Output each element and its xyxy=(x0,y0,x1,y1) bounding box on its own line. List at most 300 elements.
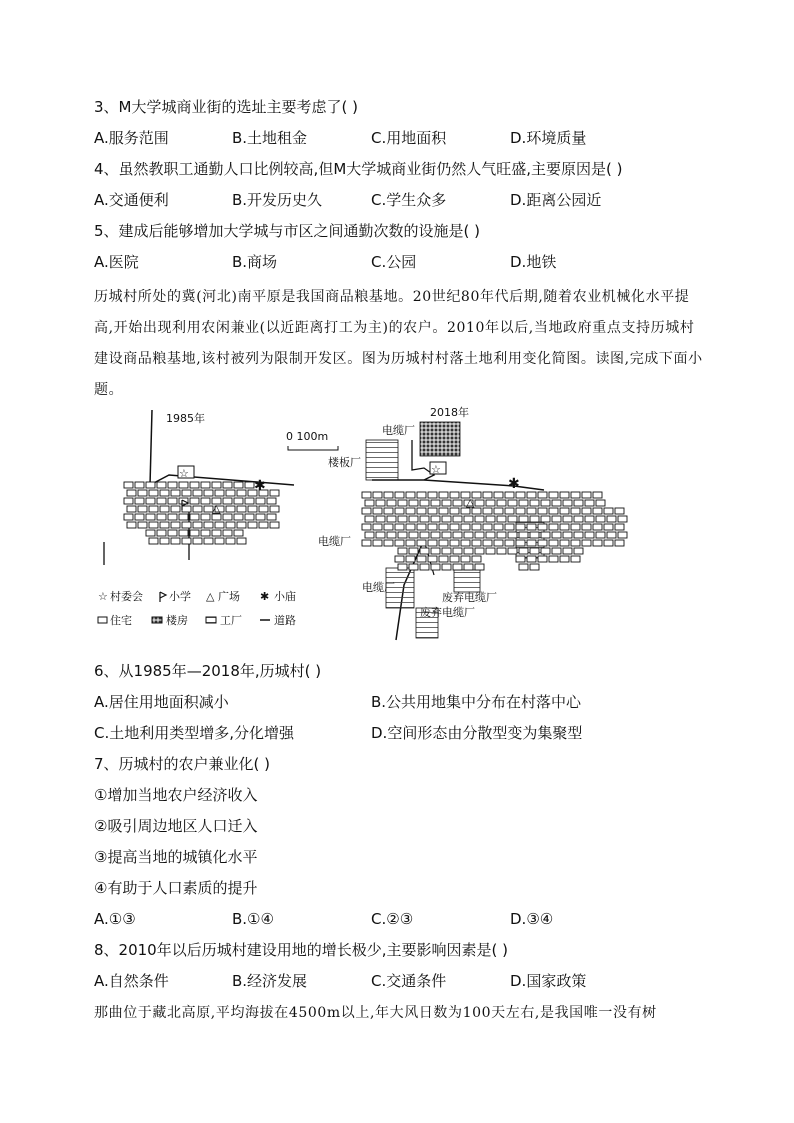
residence-block xyxy=(270,522,279,528)
residence-block xyxy=(409,532,418,538)
residence-block xyxy=(461,556,470,562)
residence-block xyxy=(373,524,382,530)
residence-block xyxy=(527,508,536,514)
residence-block xyxy=(574,548,583,554)
residence-block xyxy=(157,482,166,488)
legend-residence-icon xyxy=(98,617,107,623)
legend-factory-icon xyxy=(206,617,216,623)
residence-block xyxy=(593,540,602,546)
residence-block xyxy=(549,556,558,562)
residence-block xyxy=(439,556,448,562)
residence-block xyxy=(464,548,473,554)
residence-block xyxy=(508,532,517,538)
residence-block xyxy=(607,516,616,522)
q7-statement: ①增加当地农户经济收入 xyxy=(94,786,258,804)
residence-block xyxy=(226,538,235,544)
residence-block xyxy=(373,492,382,498)
residence-block xyxy=(604,540,613,546)
factory-block xyxy=(454,570,480,592)
q3-option-d: D.环境质量 xyxy=(510,129,587,147)
residence-block xyxy=(593,524,602,530)
residence-block xyxy=(552,548,561,554)
residence-block xyxy=(149,490,158,496)
q6-stem: 6、从1985年—2018年,历城村( ) xyxy=(94,662,322,680)
residence-block xyxy=(453,500,462,506)
residence-block xyxy=(563,548,572,554)
residence-block xyxy=(373,540,382,546)
residence-block xyxy=(212,530,221,536)
residence-block xyxy=(552,532,561,538)
residence-block xyxy=(519,516,528,522)
residence-block xyxy=(494,508,503,514)
legend-label: 小学 xyxy=(169,590,191,603)
residence-block xyxy=(483,492,492,498)
residence-block xyxy=(138,522,147,528)
q3-option-a: A.服务范围 xyxy=(94,129,169,147)
residence-block xyxy=(472,524,481,530)
residence-block xyxy=(582,508,591,514)
legend-label: 广场 xyxy=(218,590,240,603)
residence-block xyxy=(201,498,210,504)
residence-block xyxy=(431,516,440,522)
residence-block xyxy=(237,490,246,496)
residence-block xyxy=(135,514,144,520)
residence-block xyxy=(124,482,133,488)
residence-block xyxy=(201,482,210,488)
residence-block xyxy=(505,508,514,514)
residence-block xyxy=(428,508,437,514)
residence-block xyxy=(398,548,407,554)
residence-block xyxy=(146,514,155,520)
residence-block xyxy=(560,556,569,562)
residence-block xyxy=(538,492,547,498)
residence-block xyxy=(179,514,188,520)
residence-block xyxy=(160,506,169,512)
residence-block xyxy=(527,492,536,498)
residence-block xyxy=(127,490,136,496)
residence-block xyxy=(428,524,437,530)
q3-stem: 3、M大学城商业街的选址主要考虑了( ) xyxy=(94,98,358,116)
map-2018-label: 2018年 xyxy=(430,406,469,419)
residence-block xyxy=(215,538,224,544)
residence-block xyxy=(596,500,605,506)
legend-building-icon xyxy=(152,617,162,623)
residence-block xyxy=(475,548,484,554)
residence-block xyxy=(494,524,503,530)
residence-block xyxy=(560,492,569,498)
residence-block xyxy=(538,540,547,546)
residence-block xyxy=(549,524,558,530)
q5-option-d: D.地铁 xyxy=(510,253,557,271)
residence-block xyxy=(193,490,202,496)
residence-block xyxy=(182,490,191,496)
residence-block xyxy=(508,500,517,506)
residence-block xyxy=(376,500,385,506)
residence-block xyxy=(549,540,558,546)
q4-stem: 4、虽然教职工通勤人口比例较高,但M大学城商业街仍然人气旺盛,主要原因是( ) xyxy=(94,160,623,178)
residence-block xyxy=(527,540,536,546)
residence-block xyxy=(571,492,580,498)
residence-block xyxy=(226,506,235,512)
factory-label: 电缆厂 xyxy=(318,535,351,548)
residence-block xyxy=(453,532,462,538)
residence-block xyxy=(431,548,440,554)
residence-block xyxy=(486,532,495,538)
residence-block xyxy=(428,492,437,498)
residence-block xyxy=(146,498,155,504)
residence-block xyxy=(215,522,224,528)
residence-block xyxy=(234,514,243,520)
residence-block xyxy=(417,524,426,530)
square-icon: △ xyxy=(466,496,475,509)
residence-block xyxy=(245,498,254,504)
legend-village-committee-icon: ☆ xyxy=(98,590,108,603)
residence-block xyxy=(439,540,448,546)
residence-block xyxy=(201,514,210,520)
residence-block xyxy=(428,540,437,546)
residence-block xyxy=(376,516,385,522)
legend-label: 工厂 xyxy=(220,614,242,627)
residence-block xyxy=(149,538,158,544)
residence-block xyxy=(461,524,470,530)
residence-block xyxy=(505,492,514,498)
residence-block xyxy=(549,492,558,498)
residence-block xyxy=(362,508,371,514)
q7-statement: ④有助于人口素质的提升 xyxy=(94,879,258,897)
residence-block xyxy=(593,508,602,514)
residence-block xyxy=(127,506,136,512)
residence-block xyxy=(541,516,550,522)
residence-block xyxy=(245,514,254,520)
residence-block xyxy=(135,482,144,488)
residence-block xyxy=(615,508,624,514)
residence-block xyxy=(171,490,180,496)
residence-block xyxy=(505,540,514,546)
residence-block xyxy=(237,522,246,528)
residence-block xyxy=(582,540,591,546)
residence-block xyxy=(365,516,374,522)
residence-block xyxy=(439,524,448,530)
residence-block xyxy=(223,530,232,536)
residence-block xyxy=(223,482,232,488)
residence-block xyxy=(593,492,602,498)
residence-block xyxy=(497,516,506,522)
residence-block xyxy=(376,532,385,538)
q7-statement: ②吸引周边地区人口迁入 xyxy=(94,817,258,835)
residence-block xyxy=(398,500,407,506)
q3-option-c: C.用地面积 xyxy=(371,129,447,147)
svg-text:☆: ☆ xyxy=(431,463,441,476)
residence-block xyxy=(160,522,169,528)
residence-block xyxy=(582,492,591,498)
residence-block xyxy=(204,538,213,544)
residence-block xyxy=(483,524,492,530)
residence-block xyxy=(497,532,506,538)
residence-block xyxy=(256,498,265,504)
residence-block xyxy=(538,524,547,530)
residence-block xyxy=(464,516,473,522)
residence-block xyxy=(516,556,525,562)
residence-block xyxy=(486,500,495,506)
residence-block xyxy=(519,548,528,554)
residence-block xyxy=(486,548,495,554)
q6-option-b: B.公共用地集中分布在村落中心 xyxy=(371,693,582,711)
residence-block xyxy=(420,532,429,538)
residence-block xyxy=(365,532,374,538)
residence-block xyxy=(168,514,177,520)
residence-block xyxy=(615,540,624,546)
q5-option-a: A.医院 xyxy=(94,253,139,271)
residence-block xyxy=(406,524,415,530)
residence-block xyxy=(472,540,481,546)
residence-block xyxy=(560,524,569,530)
legend-label: 楼房 xyxy=(166,614,188,627)
residence-block xyxy=(193,538,202,544)
reading-passage: 历城村所处的冀(河北)南平原是我国商品粮基地。20世纪80年代后期,随着农业机械化水平提高,开始出现利用农闲兼业(以近距离打工为主)的农户。2010年以后,当地政府重点支持历城村建设商品粮基地,该村被列为限制开发区。图为历城村村落土地利用变化简图。读图,完成下面小题。 xyxy=(94,289,703,398)
residence-block xyxy=(516,540,525,546)
residence-block xyxy=(267,514,276,520)
residence-block xyxy=(417,556,426,562)
residence-block xyxy=(450,540,459,546)
residence-block xyxy=(398,532,407,538)
legend-school-icon xyxy=(160,592,166,602)
residence-block xyxy=(387,516,396,522)
residence-block xyxy=(398,564,407,570)
residence-block xyxy=(552,500,561,506)
residence-block xyxy=(124,498,133,504)
residence-block xyxy=(607,532,616,538)
residence-block xyxy=(596,516,605,522)
residence-block xyxy=(171,506,180,512)
residence-block xyxy=(428,556,437,562)
residence-block xyxy=(453,548,462,554)
residence-block xyxy=(604,508,613,514)
building-block xyxy=(420,422,460,456)
residence-block xyxy=(453,516,462,522)
map-legend xyxy=(98,589,296,627)
residence-block xyxy=(541,532,550,538)
residence-block xyxy=(439,492,448,498)
residence-block xyxy=(574,516,583,522)
residence-block xyxy=(420,548,429,554)
residence-block xyxy=(384,492,393,498)
temple-icon: ✱ xyxy=(254,478,266,494)
q7-statement: ③提高当地的城镇化水平 xyxy=(94,848,258,866)
residence-block xyxy=(146,482,155,488)
residence-block xyxy=(362,540,371,546)
q5-option-c: C.公园 xyxy=(371,253,417,271)
residence-block xyxy=(516,492,525,498)
residence-block xyxy=(497,548,506,554)
residence-block xyxy=(190,514,199,520)
svg-text:☆: ☆ xyxy=(179,467,189,480)
factory-block xyxy=(366,440,398,480)
residence-block xyxy=(157,530,166,536)
residence-block xyxy=(541,500,550,506)
residence-block xyxy=(387,500,396,506)
residence-block xyxy=(127,522,136,528)
residence-block xyxy=(442,516,451,522)
residence-block xyxy=(398,516,407,522)
residence-block xyxy=(168,498,177,504)
residence-block xyxy=(475,564,484,570)
residence-block xyxy=(571,556,580,562)
residence-block xyxy=(571,508,580,514)
factory-label: 废弃电缆厂 xyxy=(442,591,497,604)
residence-block xyxy=(138,506,147,512)
residence-block xyxy=(201,530,210,536)
residence-block xyxy=(439,508,448,514)
residence-block xyxy=(204,522,213,528)
residence-block xyxy=(618,532,627,538)
residence-block xyxy=(519,500,528,506)
residence-block xyxy=(618,516,627,522)
residence-block xyxy=(248,506,257,512)
residence-block xyxy=(212,482,221,488)
residence-block xyxy=(406,492,415,498)
residence-block xyxy=(442,548,451,554)
residence-block xyxy=(157,514,166,520)
land-use-map-figure xyxy=(94,400,704,650)
residence-block xyxy=(571,540,580,546)
residence-block xyxy=(168,530,177,536)
scale-label: 0 100m xyxy=(286,430,329,443)
residence-block xyxy=(549,508,558,514)
q4-option-c: C.学生众多 xyxy=(371,191,447,209)
residence-block xyxy=(420,564,429,570)
residence-block xyxy=(270,490,279,496)
q7-option-b: B.①④ xyxy=(232,910,274,928)
residence-block xyxy=(417,508,426,514)
residence-block xyxy=(409,564,418,570)
residence-block xyxy=(475,516,484,522)
residence-block xyxy=(442,532,451,538)
residence-block xyxy=(193,522,202,528)
residence-block xyxy=(226,490,235,496)
residence-block xyxy=(387,532,396,538)
legend-label: 住宅 xyxy=(110,614,132,627)
residence-block xyxy=(494,540,503,546)
residence-block xyxy=(406,508,415,514)
residence-block xyxy=(395,508,404,514)
residence-block xyxy=(530,548,539,554)
residence-block xyxy=(538,556,547,562)
residence-block xyxy=(409,516,418,522)
residence-block xyxy=(585,500,594,506)
residence-block xyxy=(234,530,243,536)
residence-block xyxy=(182,506,191,512)
residence-block xyxy=(497,500,506,506)
residence-block xyxy=(585,532,594,538)
q7-stem: 7、历城村的农户兼业化( ) xyxy=(94,755,271,773)
next-passage: 那曲位于藏北高原,平均海拔在4500m以上,年大风日数为100天左右,是我国唯一没有树 xyxy=(94,1005,657,1021)
q7-option-a: A.①③ xyxy=(94,910,136,928)
q4-option-b: B.开发历史久 xyxy=(232,191,323,209)
residence-block xyxy=(450,508,459,514)
residence-block xyxy=(450,492,459,498)
residence-block xyxy=(384,540,393,546)
residence-block xyxy=(204,490,213,496)
residence-block xyxy=(256,514,265,520)
residence-block xyxy=(259,506,268,512)
residence-block xyxy=(384,508,393,514)
residence-block xyxy=(530,516,539,522)
residence-block xyxy=(362,524,371,530)
residence-block xyxy=(409,500,418,506)
residence-block xyxy=(560,508,569,514)
residence-block xyxy=(182,522,191,528)
q6-option-d: D.空间形态由分散型变为集聚型 xyxy=(371,724,583,742)
residence-block xyxy=(179,530,188,536)
residence-block xyxy=(179,482,188,488)
residence-block xyxy=(563,500,572,506)
residence-block xyxy=(530,532,539,538)
residence-block xyxy=(226,522,235,528)
residence-block xyxy=(453,564,462,570)
residence-block xyxy=(395,492,404,498)
residence-block xyxy=(237,506,246,512)
q4-option-d: D.距离公园近 xyxy=(510,191,602,209)
factory-label: 电缆厂 xyxy=(382,424,415,437)
residence-block xyxy=(475,500,484,506)
residence-block xyxy=(494,492,503,498)
residence-block xyxy=(124,514,133,520)
residence-block xyxy=(171,538,180,544)
residence-block xyxy=(420,516,429,522)
village-committee-icon xyxy=(178,466,194,480)
residence-block xyxy=(190,482,199,488)
legend-temple-icon: ✱ xyxy=(260,590,270,603)
q8-option-c: C.交通条件 xyxy=(371,972,447,990)
residence-block xyxy=(270,506,279,512)
residence-block xyxy=(157,498,166,504)
residence-block xyxy=(431,564,440,570)
residence-block xyxy=(215,490,224,496)
residence-block xyxy=(395,556,404,562)
residence-block xyxy=(384,524,393,530)
q8-option-b: B.经济发展 xyxy=(232,972,308,990)
residence-block xyxy=(417,540,426,546)
residence-block xyxy=(563,516,572,522)
square-icon: △ xyxy=(212,502,221,515)
residence-block xyxy=(475,532,484,538)
residence-block xyxy=(248,522,257,528)
factory-label: 楼板厂 xyxy=(328,456,361,469)
residence-block xyxy=(615,524,624,530)
residence-block xyxy=(234,498,243,504)
residence-block xyxy=(464,564,473,570)
residence-block xyxy=(574,500,583,506)
residence-block xyxy=(527,556,536,562)
residence-block xyxy=(245,482,254,488)
residence-block xyxy=(552,516,561,522)
residence-block xyxy=(574,532,583,538)
residence-block xyxy=(571,524,580,530)
residence-block xyxy=(516,508,525,514)
residence-block xyxy=(516,524,525,530)
residence-block xyxy=(508,548,517,554)
residence-block xyxy=(171,522,180,528)
residence-block xyxy=(541,548,550,554)
q6-option-a: A.居住用地面积减小 xyxy=(94,693,229,711)
residence-block xyxy=(190,530,199,536)
residence-block xyxy=(563,532,572,538)
residence-block xyxy=(483,540,492,546)
residence-block xyxy=(472,556,481,562)
residence-block xyxy=(596,532,605,538)
residence-block xyxy=(442,500,451,506)
residence-block xyxy=(223,498,232,504)
